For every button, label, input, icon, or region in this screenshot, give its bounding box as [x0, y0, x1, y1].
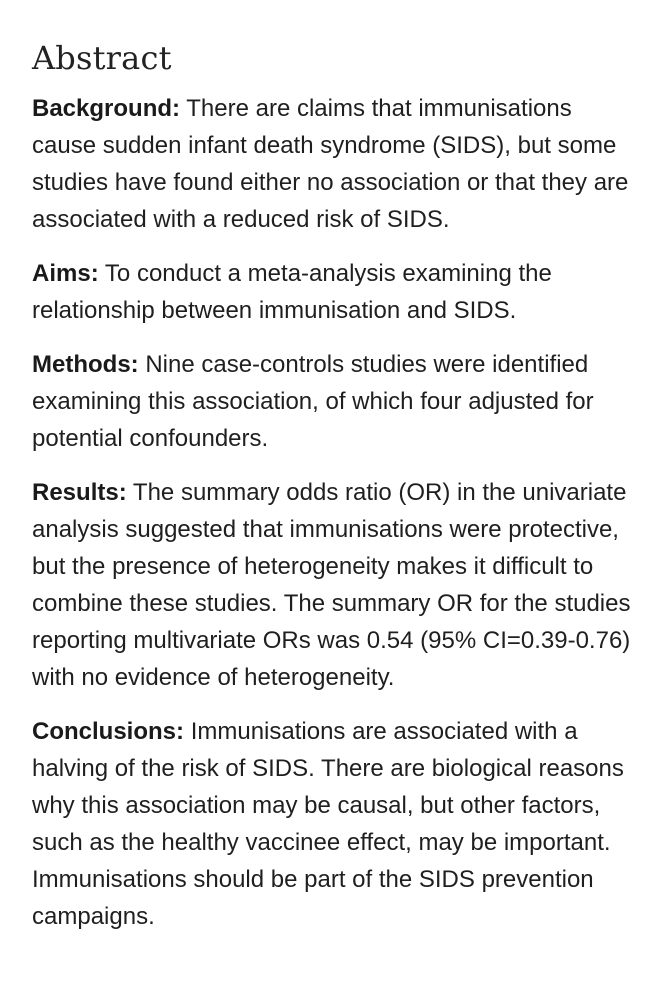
- abstract-section-results: [32, 474, 638, 696]
- section-label-methods: Methods:: [32, 351, 139, 378]
- section-label-aims: Aims:: [32, 260, 99, 287]
- section-label-results: Results:: [32, 479, 127, 506]
- abstract-section-conclusions: [32, 713, 638, 935]
- abstract-section-background: [32, 90, 638, 238]
- section-text-results: The summary odds ratio (OR) in the univariate analysis suggested that immunisations were protective, but the presence of heterogeneity makes it difficult to combine these studies. The summary OR for the studies reporting multivariate ORs was 0.54 (95% CI=0.39-0.76) with no evidence of heterogeneity.: [32, 479, 631, 691]
- section-label-conclusions: Conclusions:: [32, 718, 185, 745]
- abstract-container: [32, 36, 638, 952]
- abstract-section-aims: [32, 255, 638, 329]
- abstract-heading: Abstract: [32, 39, 172, 77]
- section-label-background: Background:: [32, 95, 181, 122]
- section-text-background: There are claims that immunisations cause sudden infant death syndrome (SIDS), but some studies have found either no association or that they are associated with a reduced risk of SIDS.: [32, 95, 629, 233]
- abstract-section-methods: [32, 346, 638, 457]
- section-text-conclusions: Immunisations are associated with a halving of the risk of SIDS. There are biological reasons why this association may be causal, but other factors, such as the healthy vaccinee effect, may be important. Immunisations should be part of the SIDS prevention campaigns.: [32, 718, 624, 930]
- section-text-aims: To conduct a meta-analysis examining the relationship between immunisation and SIDS.: [32, 260, 552, 324]
- section-text-methods: Nine case-controls studies were identified examining this association, of which four adjusted for potential confounders.: [32, 351, 594, 452]
